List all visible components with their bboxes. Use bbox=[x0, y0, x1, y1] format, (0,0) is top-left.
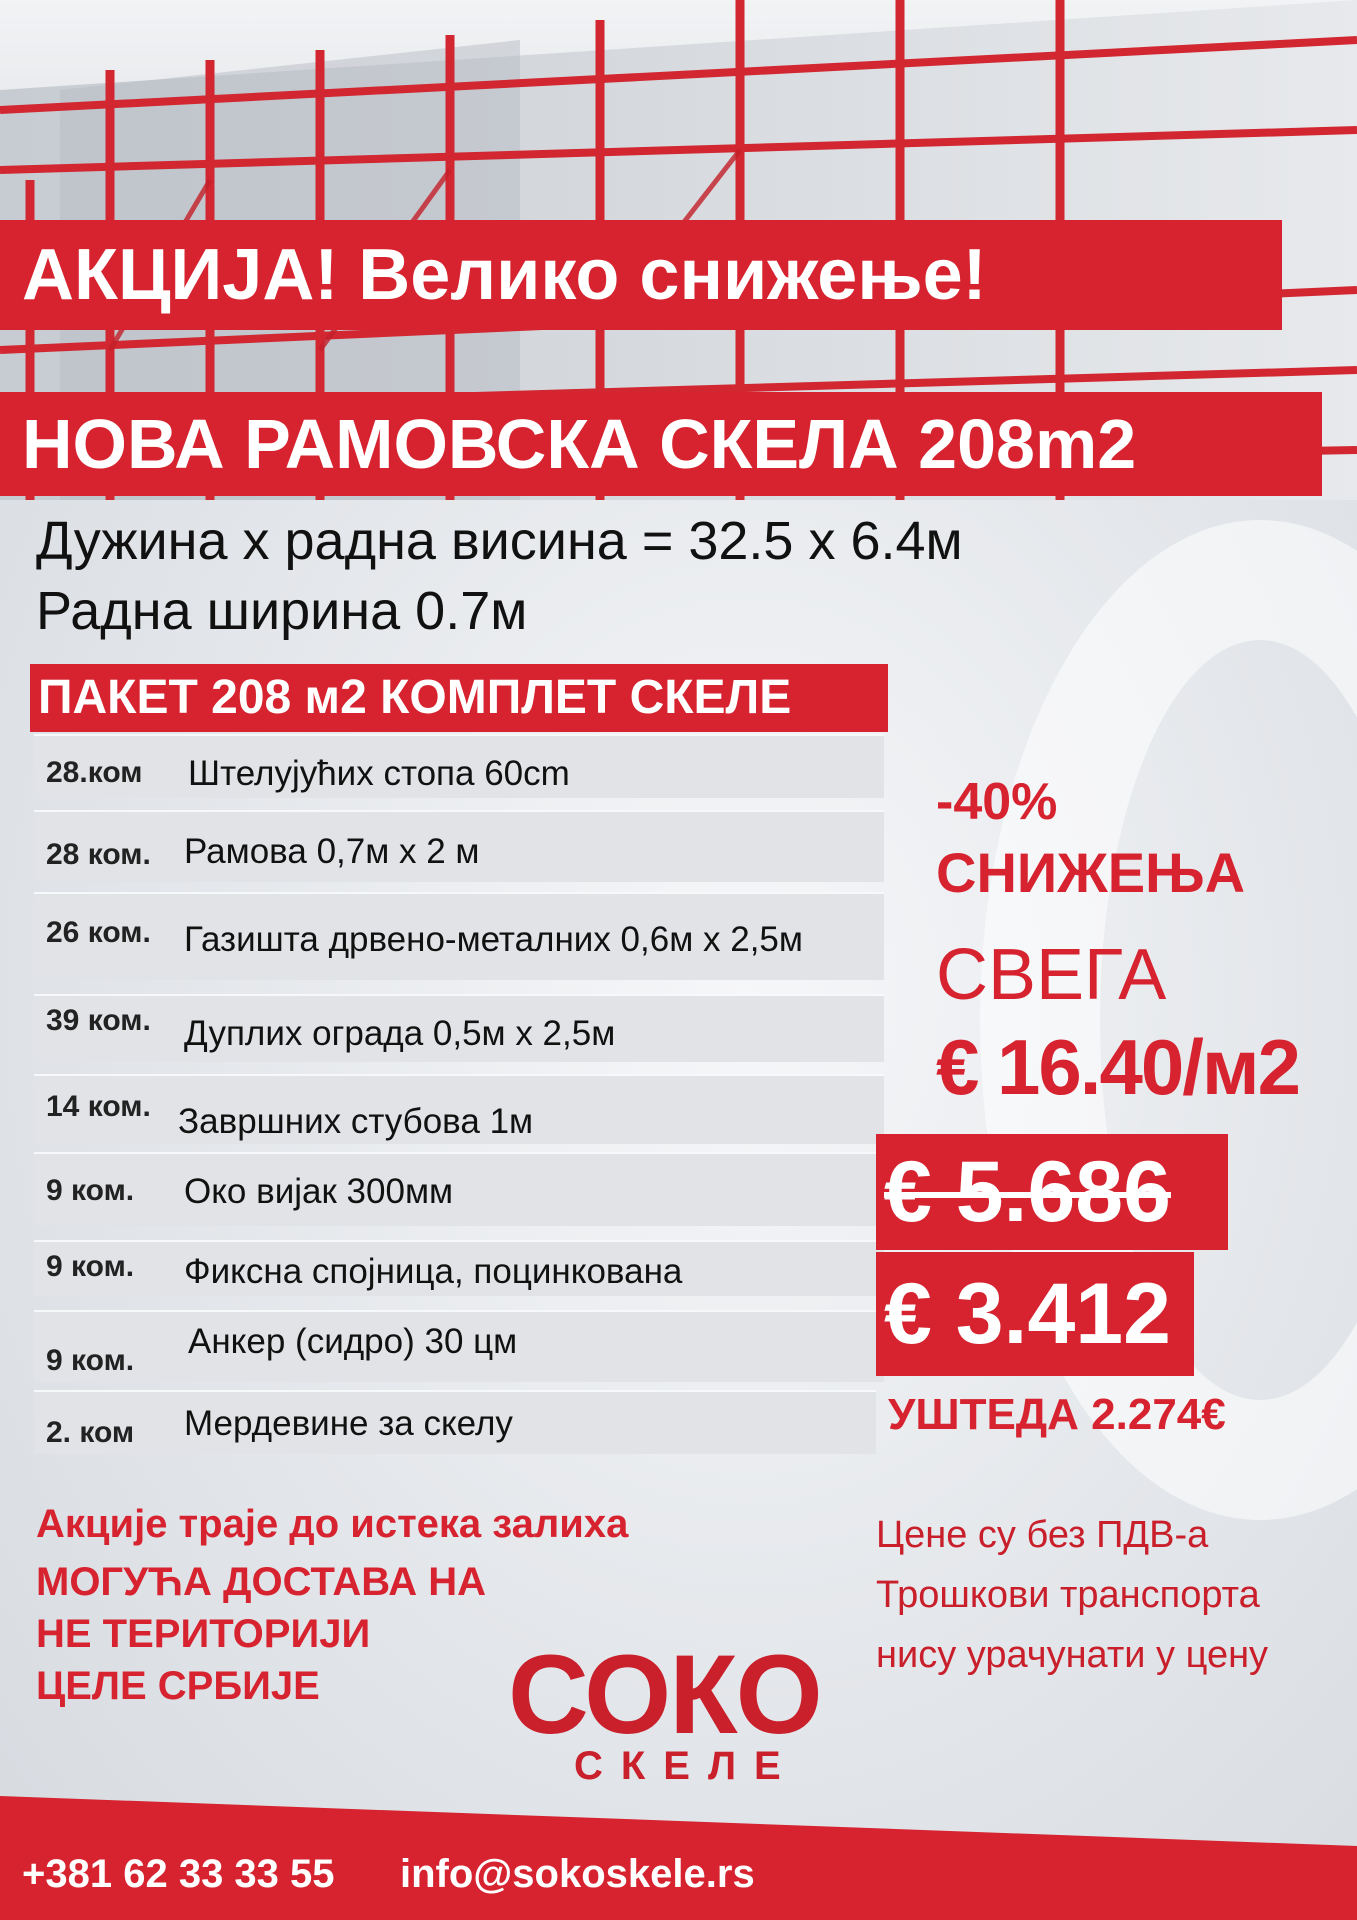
list-item bbox=[34, 734, 884, 798]
item-qty: 9 ком. bbox=[46, 1250, 135, 1283]
list-item bbox=[34, 1240, 884, 1296]
discount-percent: -40% bbox=[936, 773, 1058, 831]
list-item bbox=[34, 1310, 884, 1382]
item-qty: 9 ком. bbox=[46, 1174, 135, 1207]
item-name: Анкер (сидро) 30 цм bbox=[188, 1322, 518, 1361]
item-qty: 26 ком. bbox=[46, 916, 151, 949]
item-name: Око вијак 300мм bbox=[184, 1172, 454, 1211]
headline-banner: АКЦИЈА! Велико снижење! bbox=[0, 220, 1282, 330]
product-banner: НОВА РАМОВСКА СКЕЛА 208m2 bbox=[0, 392, 1322, 496]
package-title: ПАКЕТ 208 м2 КОМПЛЕТ СКЕЛЕ bbox=[30, 664, 888, 732]
list-item bbox=[34, 1074, 884, 1144]
item-name: Газишта дрвено-металних 0,6м x 2,5м bbox=[184, 920, 803, 959]
item-qty: 9 ком. bbox=[46, 1344, 135, 1377]
item-qty: 28.ком bbox=[46, 756, 143, 789]
item-name: Дуплих ограда 0,5м x 2,5м bbox=[184, 1014, 616, 1053]
vat-note: Цене су без ПДВ-а bbox=[876, 1514, 1209, 1556]
savings-label: УШТЕДА 2.274€ bbox=[888, 1390, 1226, 1439]
discount-label: СНИЖЕЊА bbox=[936, 841, 1246, 904]
item-qty: 39 ком. bbox=[46, 1004, 151, 1037]
old-price bbox=[876, 1134, 1228, 1250]
item-qty: 2. ком bbox=[46, 1416, 135, 1449]
transport-note-line2: нису урачунати у цену bbox=[876, 1634, 1269, 1676]
item-name: Завршних стубова 1м bbox=[178, 1102, 534, 1141]
logo-wordmark: СОКО bbox=[508, 1632, 821, 1757]
promo-delivery-line3: ЦЕЛЕ СРБИЈЕ bbox=[36, 1664, 320, 1708]
logo-subtitle: СКЕЛЕ bbox=[574, 1744, 799, 1788]
item-name: Фиксна спојница, поцинкована bbox=[184, 1252, 683, 1291]
item-qty: 14 ком. bbox=[46, 1090, 151, 1123]
list-item bbox=[34, 994, 884, 1062]
list-item bbox=[34, 892, 884, 980]
phone-link[interactable]: +381 62 33 33 55 bbox=[22, 1852, 335, 1896]
promo-duration: Акције траје до истека залиха bbox=[36, 1502, 629, 1546]
promo-delivery-line2: НЕ ТЕРИТОРИЈИ bbox=[36, 1612, 371, 1656]
list-item bbox=[34, 1152, 884, 1226]
promo-delivery-line1: МОГУЋА ДОСТАВА НА bbox=[36, 1560, 486, 1604]
email-link[interactable]: info@sokoskele.rs bbox=[400, 1852, 755, 1896]
transport-note-line1: Трошкови транспорта bbox=[876, 1574, 1260, 1616]
item-qty: 28 ком. bbox=[46, 838, 151, 871]
price-per-m2: € 16.40/м2 bbox=[936, 1023, 1299, 1111]
spec-width: Радна ширина 0.7м bbox=[36, 581, 528, 641]
old-price-value: € 5.686 bbox=[884, 1144, 1171, 1240]
total-label: СВЕГА bbox=[936, 935, 1167, 1015]
item-name: Штелујућих стопа 60cm bbox=[188, 754, 570, 793]
list-item bbox=[34, 1390, 876, 1454]
list-item bbox=[34, 810, 884, 882]
item-name: Мердевине за скелу bbox=[184, 1404, 513, 1443]
spec-dimensions: Дужина x радна висина = 32.5 x 6.4м bbox=[36, 511, 963, 571]
new-price: € 3.412 bbox=[876, 1252, 1194, 1376]
item-name: Рамова 0,7м x 2 м bbox=[184, 832, 480, 871]
